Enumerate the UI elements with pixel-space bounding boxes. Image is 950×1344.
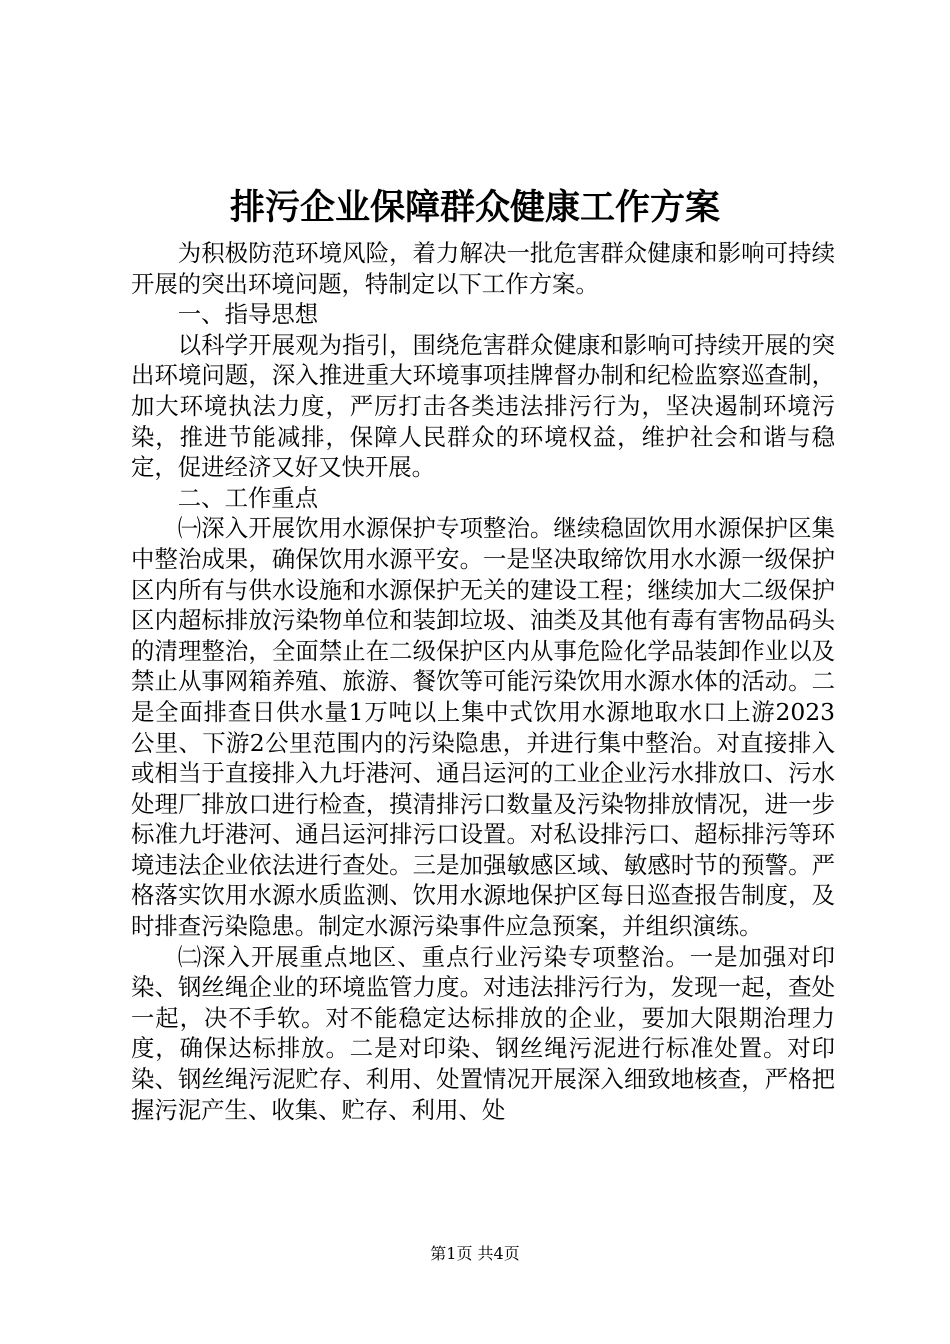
document-title: 排污企业保障群众健康工作方案 <box>229 187 720 228</box>
paragraph-key-industries: ㈡深入开展重点地区、重点行业污染专项整治。一是加强对印染、钢丝绳企业的环境监管力度。对违法排污行为，发现一起，查处一起，决不手软。对不能稳定达标排放的企业，要加大限期治理力度，确保达标排放。二是对印染、钢丝绳污泥进行标准处置。对印染、钢丝绳污泥贮存、利用、处置情况开展深入细致地核查，严格把握污泥产生、收集、贮存、利用、处 <box>131 942 835 1124</box>
paragraph-guiding-thought: 以科学开展观为指引，围绕危害群众健康和影响可持续开展的突出环境问题，深入推进重大环境事项挂牌督办制和纪检监察巡查制，加大环境执法力度，严厉打击各类违法排污行为，坚决遏制环境污染，推进节能减排，保障人民群众的环境权益，维护社会和谐与稳定，促进经济又好又快开展。 <box>131 330 835 482</box>
page-footer: 第1页 共4页 <box>430 1244 520 1263</box>
paragraph-intro: 为积极防范环境风险，着力解决一批危害群众健康和影响可持续开展的突出环境问题，特制定以下工作方案。 <box>131 239 835 298</box>
paragraph-water-source: ㈠深入开展饮用水源保护专项整治。继续稳固饮用水源保护区集中整治成果，确保饮用水源平安。一是坚决取缔饮用水水源一级保护区内所有与供水设施和水源保护无关的建设工程；继续加大二级保护区内超标排放污染物单位和装卸垃圾、油类及其他有毒有害物品码头的清理整治，全面禁止在二级保护区内从事危险化学品装卸作业以及禁止从事网箱养殖、旅游、餐饮等可能污染饮用水源水体的活动。二是全面排查日供水量1万吨以上集中式饮用水源地取水口上游2023公里、下游2公里范围内的污染隐患，并进行集中整治。对直接排入或相当于直接排入九圩港河、通吕运河的工业企业污水排放口、污水处理厂排放口进行检查，摸清排污口数量及污染物排放情况，进一步标准九圩港河、通吕运河排污口设置。对私设排污口、超标排污等环境违法企业依法进行查处。三是加强敏感区域、敏感时节的预警。严格落实饮用水源水质监测、饮用水源地保护区每日巡查报告制度，及时排查污染隐患。制定水源污染事件应急预案，并组织演练。 <box>131 514 835 941</box>
document-body <box>131 238 835 1125</box>
section-heading-work-focus: 二、工作重点 <box>177 483 319 512</box>
section-heading-guiding-thought: 一、指导思想 <box>177 300 319 329</box>
